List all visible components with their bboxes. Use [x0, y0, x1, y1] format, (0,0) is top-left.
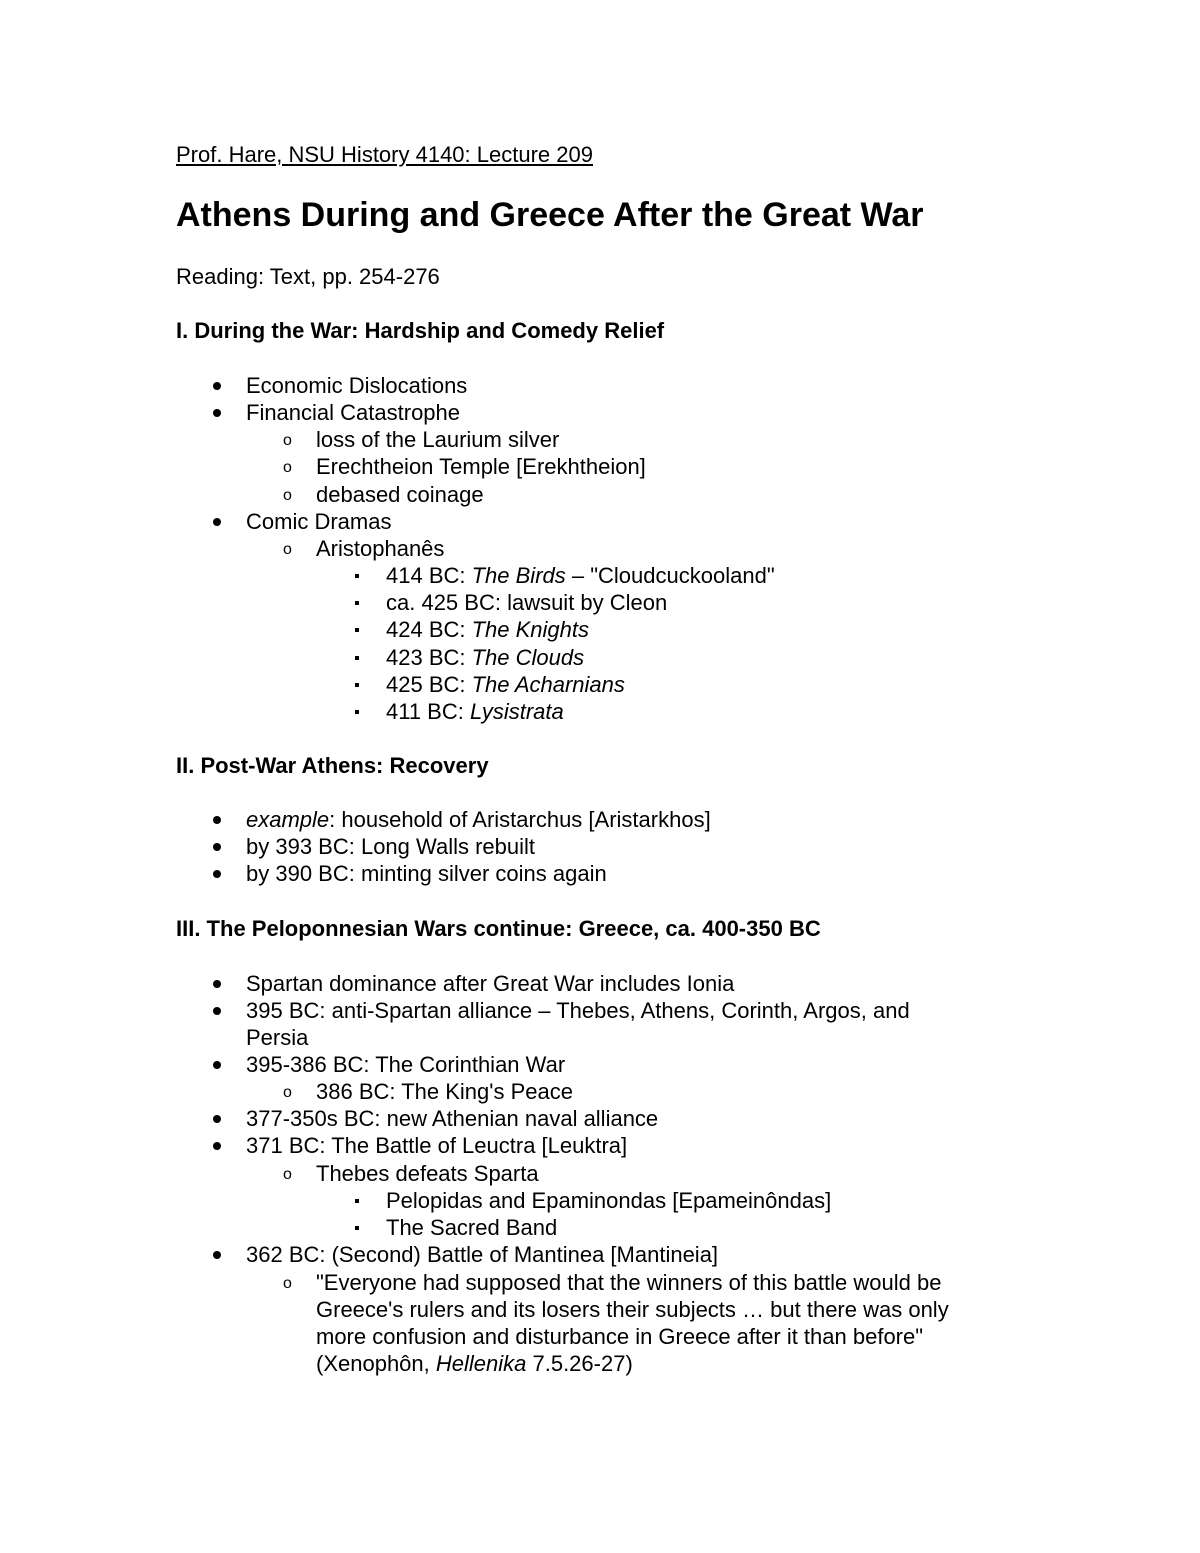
list-item: by 393 BC: Long Walls rebuilt — [246, 834, 535, 859]
list-item: Spartan dominance after Great War includes Ionia — [246, 971, 735, 996]
section-2-heading: II. Post-War Athens: Recovery — [176, 753, 489, 778]
quote-line: more confusion and disturbance in Greece after it than before" — [316, 1324, 924, 1349]
bullet-dot — [213, 980, 221, 988]
list-item: 411 BC: Lysistrata — [386, 699, 564, 724]
bullet-dot — [213, 1115, 221, 1123]
list-item: 386 BC: The King's Peace — [316, 1079, 573, 1104]
bullet-square — [355, 1199, 359, 1203]
list-item: 414 BC: The Birds – "Cloudcuckooland" — [386, 563, 775, 588]
list-item: 362 BC: (Second) Battle of Mantinea [Mantineia] — [246, 1242, 719, 1267]
list-item: 424 BC: The Knights — [386, 617, 590, 642]
list-item: by 390 BC: minting silver coins again — [246, 861, 607, 886]
bullet-circle: o — [283, 1275, 292, 1292]
list-item: Thebes defeats Sparta — [316, 1161, 539, 1186]
list-item: Pelopidas and Epaminondas [Epameinôndas] — [386, 1188, 832, 1213]
bullet-circle: o — [283, 1166, 292, 1183]
bullet-dot — [213, 518, 221, 526]
bullet-dot — [213, 816, 221, 824]
quote-citation: (Xenophôn, Hellenika 7.5.26-27) — [316, 1351, 633, 1376]
list-item: 377-350s BC: new Athenian naval alliance — [246, 1106, 659, 1131]
bullet-circle: o — [283, 487, 292, 504]
quote-line: Greece's rulers and its losers their subjects … but there was only — [316, 1297, 949, 1322]
bullet-circle: o — [283, 432, 292, 449]
list-item: Economic Dislocations — [246, 373, 468, 398]
bullet-square — [355, 710, 359, 714]
lecture-header: Prof. Hare, NSU History 4140: Lecture 209 — [176, 142, 593, 167]
bullet-dot — [213, 1142, 221, 1150]
bullet-dot — [213, 843, 221, 851]
list-item: 425 BC: The Acharnians — [386, 672, 625, 697]
bullet-square — [355, 683, 359, 687]
list-item: loss of the Laurium silver — [316, 427, 560, 452]
bullet-dot — [213, 1251, 221, 1259]
bullet-square — [355, 656, 359, 660]
bullet-square — [355, 601, 359, 605]
bullet-dot — [213, 382, 221, 390]
page-title: Athens During and Greece After the Great War — [176, 196, 924, 234]
bullet-circle: o — [283, 1084, 292, 1101]
list-item: 395-386 BC: The Corinthian War — [246, 1052, 566, 1077]
section-1-heading: I. During the War: Hardship and Comedy Relief — [176, 318, 665, 343]
bullet-square — [355, 1226, 359, 1230]
bullet-circle: o — [283, 541, 292, 558]
list-item: Financial Catastrophe — [246, 400, 461, 425]
quote-line: "Everyone had supposed that the winners of this battle would be — [316, 1270, 942, 1295]
section-3-heading: III. The Peloponnesian Wars continue: Greece, ca. 400-350 BC — [176, 916, 821, 941]
bullet-square — [355, 574, 359, 578]
bullet-dot — [213, 1061, 221, 1069]
list-item: debased coinage — [316, 482, 484, 507]
bullet-dot — [213, 1007, 221, 1015]
list-item: 423 BC: The Clouds — [386, 645, 585, 670]
list-item: example: household of Aristarchus [Aristarkhos] — [246, 807, 711, 832]
list-item: 395 BC: anti-Spartan alliance – Thebes, Athens, Corinth, Argos, and — [246, 998, 910, 1023]
list-item: ca. 425 BC: lawsuit by Cleon — [386, 590, 668, 615]
list-item: Erechtheion Temple [Erekhtheion] — [316, 454, 646, 479]
list-item: The Sacred Band — [386, 1215, 558, 1240]
list-item: Comic Dramas — [246, 509, 392, 534]
list-item-continuation: Persia — [246, 1025, 309, 1050]
list-item: 371 BC: The Battle of Leuctra [Leuktra] — [246, 1133, 628, 1158]
reading-assignment: Reading: Text, pp. 254-276 — [176, 264, 440, 289]
bullet-dot — [213, 409, 221, 417]
bullet-dot — [213, 870, 221, 878]
bullet-circle: o — [283, 459, 292, 476]
bullet-square — [355, 628, 359, 632]
list-item: Aristophanês — [316, 536, 445, 561]
